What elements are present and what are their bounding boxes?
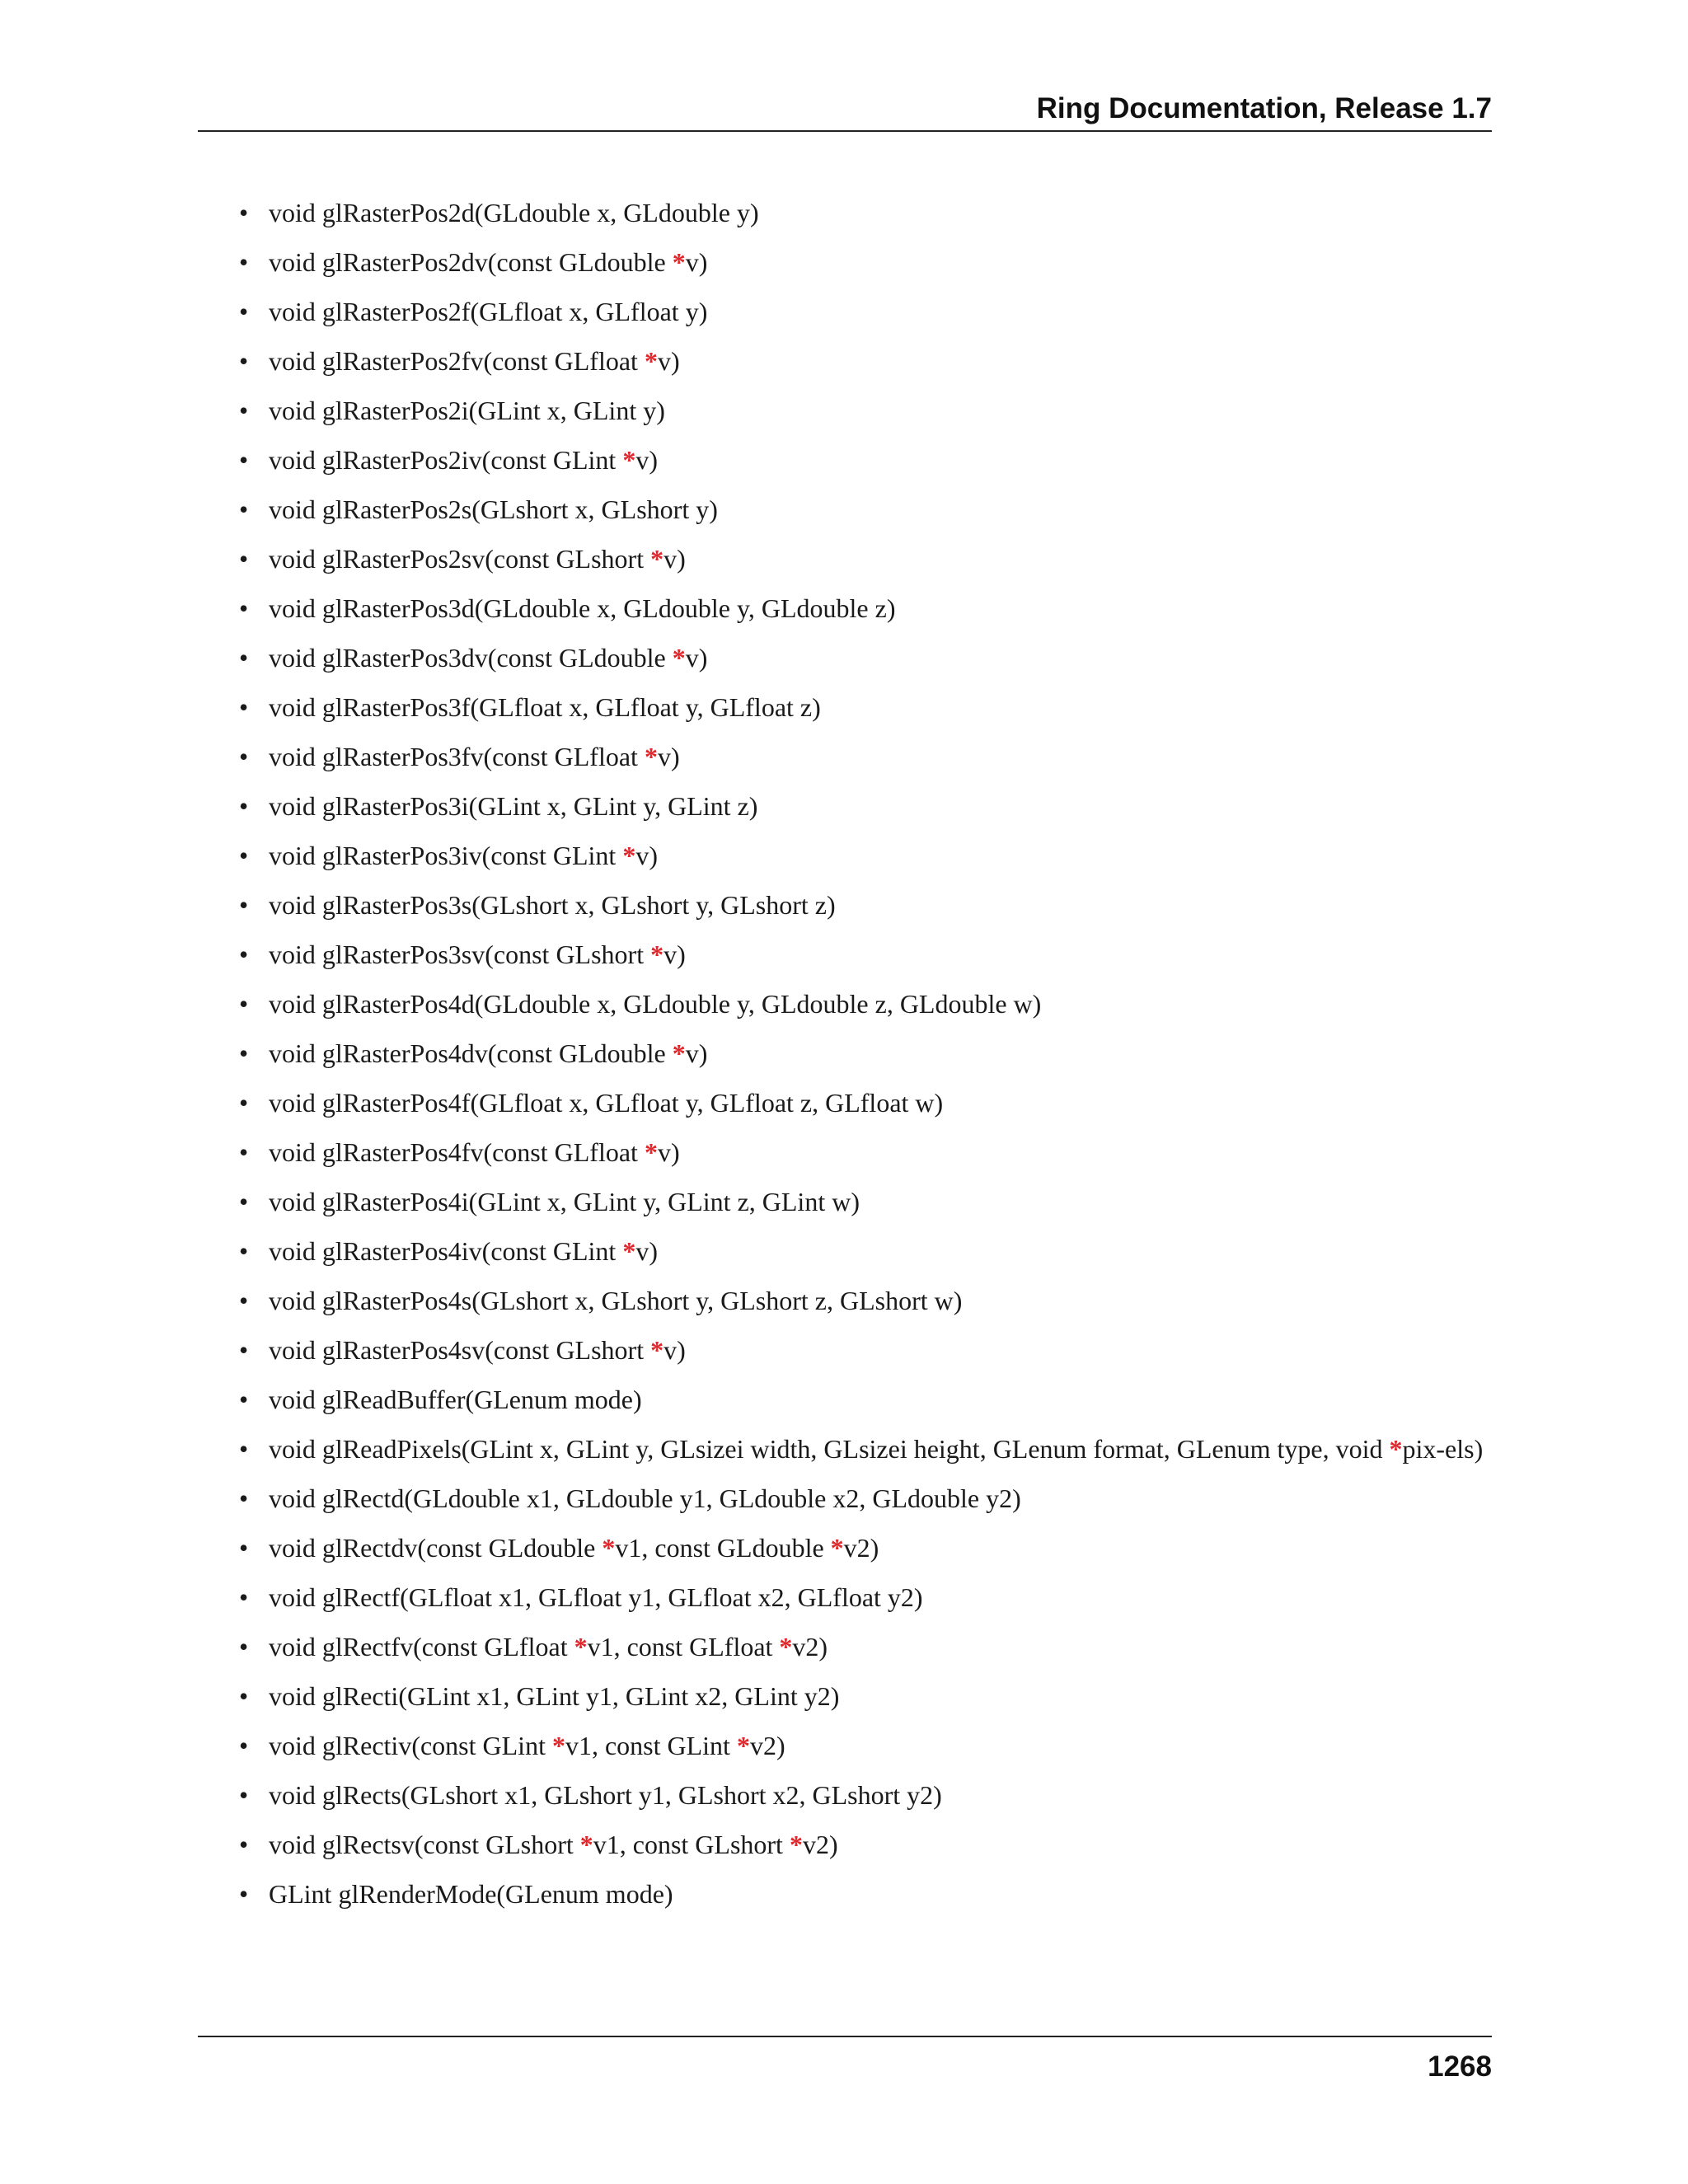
function-signature-text: void glRasterPos4sv(const GLshort [269, 1335, 651, 1365]
function-list-item [239, 1531, 1492, 1564]
bullet-icon: • [239, 1582, 249, 1612]
function-list-item [239, 1235, 1492, 1268]
function-signature-text: void glRectd(GLdouble x1, GLdouble y1, GLdouble x2, GLdouble y2) [269, 1483, 1021, 1513]
bullet-icon: • [239, 544, 249, 574]
pointer-star: * [672, 1038, 686, 1068]
function-signature-text: void glRasterPos2fv(const GLfloat [269, 346, 645, 376]
bullet-icon: • [239, 1830, 249, 1859]
function-signature-text: v) [635, 1236, 658, 1266]
bullet-icon: • [239, 1533, 249, 1563]
function-list-item [239, 1482, 1492, 1515]
pointer-star: * [672, 643, 686, 673]
function-signature-text: void glRasterPos3s(GLshort x, GLshort y, GLshort z) [269, 890, 836, 920]
pointer-star: * [644, 1137, 658, 1167]
bullet-icon: • [239, 692, 249, 722]
function-signature-text: void glRasterPos3iv(const GLint [269, 841, 623, 870]
function-list-item [239, 1680, 1492, 1713]
pointer-star: * [622, 841, 636, 870]
function-signature-text: void glRasterPos3f(GLfloat x, GLfloat y, GLfloat z) [269, 692, 821, 722]
function-signature-text: v) [663, 940, 686, 969]
function-list-item [239, 1333, 1492, 1366]
function-list-item [239, 1779, 1492, 1811]
function-signature-text: pix-els) [1402, 1434, 1484, 1464]
bullet-icon: • [239, 841, 249, 870]
function-list-item [239, 938, 1492, 971]
function-list-item [239, 493, 1492, 526]
function-signature-text: void glRasterPos4fv(const GLfloat [269, 1137, 645, 1167]
function-signature-text: v) [657, 1137, 680, 1167]
function-signature-text: void glRasterPos4iv(const GLint [269, 1236, 623, 1266]
bullet-icon: • [239, 742, 249, 771]
function-signature-text: void glRasterPos4i(GLint x, GLint y, GLint z, GLint w) [269, 1187, 860, 1216]
function-list-item [239, 443, 1492, 476]
function-signature-text: void glRectf(GLfloat x1, GLfloat y1, GLfloat x2, GLfloat y2) [269, 1582, 923, 1612]
function-signature-text: void glRasterPos2iv(const GLint [269, 445, 623, 475]
function-signature-text: void glRasterPos4d(GLdouble x, GLdouble y, GLdouble z, GLdouble w) [269, 989, 1042, 1019]
page-header [198, 92, 1492, 132]
function-list-section [239, 196, 1492, 1927]
pointer-star: * [574, 1632, 588, 1661]
pointer-star: * [650, 1335, 664, 1365]
function-list-item [239, 1630, 1492, 1663]
function-signature-text: v) [685, 247, 708, 277]
function-list-item [239, 1136, 1492, 1169]
function-signature-text: void glRasterPos2sv(const GLshort [269, 544, 651, 574]
function-signature-text: void glReadBuffer(GLenum mode) [269, 1385, 642, 1414]
function-signature-text: v) [635, 445, 658, 475]
bullet-icon: • [239, 198, 249, 227]
page-footer [198, 2036, 1492, 2083]
bullet-icon: • [239, 1483, 249, 1513]
function-list-item [239, 592, 1492, 625]
pointer-star: * [551, 1731, 565, 1760]
function-signature-text: void glRasterPos2dv(const GLdouble [269, 247, 673, 277]
bullet-icon: • [239, 1236, 249, 1266]
bullet-icon: • [239, 1681, 249, 1711]
function-list-item [239, 1877, 1492, 1910]
pointer-star: * [650, 940, 664, 969]
bullet-icon: • [239, 297, 249, 326]
function-signature-text: void glRasterPos2f(GLfloat x, GLfloat y) [269, 297, 708, 326]
pointer-star: * [736, 1731, 750, 1760]
function-list-item [239, 542, 1492, 575]
function-list-item [239, 740, 1492, 773]
function-signature-text: v2) [843, 1533, 879, 1563]
pointer-star: * [579, 1830, 593, 1859]
bullet-icon: • [239, 989, 249, 1019]
function-list-item [239, 790, 1492, 823]
function-list-item [239, 1383, 1492, 1416]
function-signature-text: void glRasterPos4dv(const GLdouble [269, 1038, 673, 1068]
function-signature-text: void glRasterPos3i(GLint x, GLint y, GLint z) [269, 791, 758, 821]
pointer-star: * [602, 1533, 616, 1563]
function-signature-text: void glRectsv(const GLshort [269, 1830, 580, 1859]
bullet-icon: • [239, 890, 249, 920]
document-title: Ring Documentation, Release 1.7 [1036, 92, 1492, 124]
function-signature-text: void glRasterPos3d(GLdouble x, GLdouble y, GLdouble z) [269, 593, 896, 623]
function-signature-text: v2) [749, 1731, 785, 1760]
function-signature-text: void glRasterPos4f(GLfloat x, GLfloat y, GLfloat z, GLfloat w) [269, 1088, 944, 1118]
bullet-icon: • [239, 1879, 249, 1909]
function-list-item [239, 394, 1492, 427]
function-list [239, 196, 1492, 1910]
bullet-icon: • [239, 1335, 249, 1365]
function-signature-text: v) [685, 643, 708, 673]
pointer-star: * [672, 247, 686, 277]
function-list-item [239, 1729, 1492, 1762]
function-list-item [239, 691, 1492, 724]
function-list-item [239, 196, 1492, 229]
pointer-star: * [622, 445, 636, 475]
bullet-icon: • [239, 445, 249, 475]
bullet-icon: • [239, 1385, 249, 1414]
pointer-star: * [650, 544, 664, 574]
function-signature-text: v) [657, 346, 680, 376]
function-signature-text: void glRasterPos3sv(const GLshort [269, 940, 651, 969]
bullet-icon: • [239, 1731, 249, 1760]
pointer-star: * [622, 1236, 636, 1266]
function-signature-text: void glRasterPos3fv(const GLfloat [269, 742, 645, 771]
function-signature-text: void glRecti(GLint x1, GLint y1, GLint x2, GLint y2) [269, 1681, 840, 1711]
function-list-item [239, 344, 1492, 377]
function-list-item [239, 839, 1492, 872]
pointer-star: * [779, 1632, 793, 1661]
pointer-star: * [830, 1533, 844, 1563]
function-signature-text: v2) [802, 1830, 838, 1859]
function-signature-text: void glRasterPos2i(GLint x, GLint y) [269, 396, 665, 425]
function-signature-text: v) [663, 1335, 686, 1365]
bullet-icon: • [239, 494, 249, 524]
function-list-item [239, 1037, 1492, 1070]
function-signature-text: void glRasterPos3dv(const GLdouble [269, 643, 673, 673]
bullet-icon: • [239, 1088, 249, 1118]
function-list-item [239, 1086, 1492, 1119]
function-signature-text: v1, const GLdouble [615, 1533, 831, 1563]
bullet-icon: • [239, 791, 249, 821]
bullet-icon: • [239, 346, 249, 376]
function-list-item [239, 1284, 1492, 1317]
page-number: 1268 [1428, 2050, 1492, 2083]
bullet-icon: • [239, 1038, 249, 1068]
bullet-icon: • [239, 1137, 249, 1167]
bullet-icon: • [239, 1187, 249, 1216]
function-signature-text: void glRectdv(const GLdouble [269, 1533, 603, 1563]
function-list-item [239, 641, 1492, 674]
function-signature-text: void glRasterPos2d(GLdouble x, GLdouble y) [269, 198, 759, 227]
bullet-icon: • [239, 940, 249, 969]
bullet-icon: • [239, 593, 249, 623]
function-signature-text: void glRectfv(const GLfloat [269, 1632, 574, 1661]
function-list-item [239, 1581, 1492, 1614]
pointer-star: * [644, 742, 658, 771]
function-signature-text: v) [635, 841, 658, 870]
function-signature-text: void glRasterPos2s(GLshort x, GLshort y) [269, 494, 718, 524]
function-list-item [239, 888, 1492, 921]
function-signature-text: void glRects(GLshort x1, GLshort y1, GLshort x2, GLshort y2) [269, 1780, 942, 1810]
function-signature-text: GLint glRenderMode(GLenum mode) [269, 1879, 673, 1909]
function-list-item [239, 1432, 1492, 1465]
function-list-item [239, 987, 1492, 1020]
function-list-item [239, 295, 1492, 328]
bullet-icon: • [239, 396, 249, 425]
bullet-icon: • [239, 1632, 249, 1661]
function-signature-text: v1, const GLint [565, 1731, 737, 1760]
function-list-item [239, 1828, 1492, 1861]
pointer-star: * [644, 346, 658, 376]
bullet-icon: • [239, 1286, 249, 1315]
function-signature-text: void glRasterPos4s(GLshort x, GLshort y, GLshort z, GLshort w) [269, 1286, 963, 1315]
pointer-star: * [1389, 1434, 1403, 1464]
function-signature-text: v2) [792, 1632, 828, 1661]
function-signature-text: v) [657, 742, 680, 771]
bullet-icon: • [239, 247, 249, 277]
bullet-icon: • [239, 643, 249, 673]
function-signature-text: void glReadPixels(GLint x, GLint y, GLsizei width, GLsizei height, GLenum format, GLenum type, void [269, 1434, 1390, 1464]
function-signature-text: v) [663, 544, 686, 574]
function-signature-text: v1, const GLfloat [587, 1632, 780, 1661]
bullet-icon: • [239, 1434, 249, 1464]
function-list-item [239, 246, 1492, 279]
pointer-star: * [789, 1830, 803, 1859]
function-signature-text: v) [685, 1038, 708, 1068]
bullet-icon: • [239, 1780, 249, 1810]
function-list-item [239, 1185, 1492, 1218]
function-signature-text: v1, const GLshort [593, 1830, 790, 1859]
function-signature-text: void glRectiv(const GLint [269, 1731, 552, 1760]
